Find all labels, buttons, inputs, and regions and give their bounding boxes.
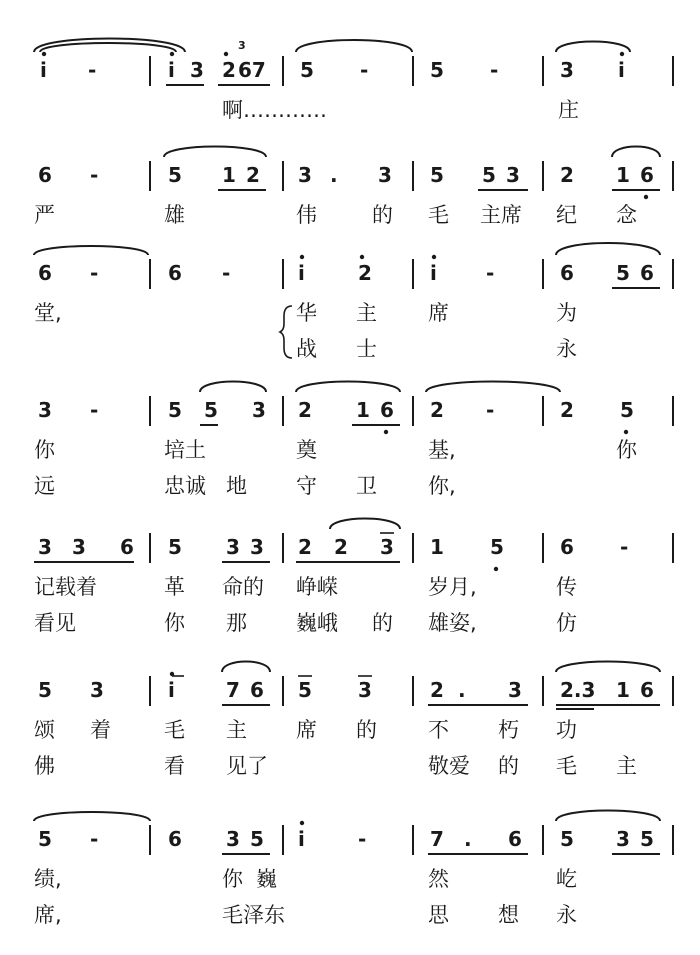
note-digit: 5	[38, 827, 52, 851]
note-digit: 3	[378, 163, 392, 187]
note-digit: 6	[168, 827, 182, 851]
note-digit: 5	[620, 398, 634, 422]
lyric-verse-1: 颂	[34, 718, 55, 742]
lyric-verse-1: 屹	[556, 867, 577, 891]
lyric-verse-1: 你	[34, 438, 55, 462]
note-digit: i	[298, 827, 305, 851]
lyric-verse-1: 啊…………	[222, 98, 327, 122]
lyric-verse-2: 仿	[556, 611, 577, 635]
note-digit: 2	[298, 535, 312, 559]
lyric-verse-1: 雄	[164, 203, 185, 227]
octave-dot	[620, 52, 624, 56]
lyric-verse-1: 华	[296, 301, 317, 325]
lyric-verse-2: 的	[498, 754, 519, 778]
lyric-verse-2: 毛泽东	[222, 903, 285, 927]
lyric-verse-1: 毛	[164, 718, 185, 742]
note-digit: 5	[430, 163, 444, 187]
note-digit: 5	[168, 163, 182, 187]
slur-arc	[200, 382, 266, 393]
note-digit: 6	[168, 261, 182, 285]
octave-dot	[494, 567, 498, 571]
note-digit: 3	[190, 58, 204, 82]
note-digit: 7	[226, 678, 240, 702]
lyric-verse-2: 你	[164, 611, 185, 635]
note-digit: 6	[508, 827, 522, 851]
lyric-verse-2: 看见	[34, 611, 76, 635]
lyric-verse-1: 功	[556, 718, 577, 742]
slur-arc	[34, 246, 148, 255]
note-digit: -	[90, 827, 99, 851]
note-digit: 5	[430, 58, 444, 82]
lyric-verse-1: 主席	[480, 203, 522, 227]
lyric-verse-1: 朽	[498, 718, 519, 742]
note-digit: 6	[640, 163, 654, 187]
lyric-verse-1: 基,	[428, 438, 456, 462]
note-digit: 3	[250, 535, 264, 559]
note-digit: -	[222, 261, 231, 285]
lyric-verse-1: 奠	[296, 438, 317, 462]
note-digit: 2	[560, 398, 574, 422]
note-digit: -	[358, 827, 367, 851]
note-digit: 6	[640, 678, 654, 702]
note-digit: 3	[506, 163, 520, 187]
octave-dot	[384, 430, 388, 434]
lyric-verse-1: 庄	[558, 98, 579, 122]
note-digit: 3	[380, 535, 394, 559]
lyric-verse-1: 巍	[256, 867, 277, 891]
lyric-verse-2: 巍峨	[296, 611, 338, 635]
lyric-verse-2: 永	[556, 337, 577, 361]
note-digit: 5	[204, 398, 218, 422]
note-digit: 2	[246, 163, 260, 187]
lyric-verse-2: 卫	[356, 474, 377, 498]
lyric-verse-2: 雄姿,	[428, 611, 477, 635]
note-digit: 1	[430, 535, 444, 559]
lyric-verse-1: 你	[222, 867, 243, 891]
note-digit: i	[430, 261, 437, 285]
note-digit: -	[486, 261, 495, 285]
note-digit: 6	[560, 261, 574, 285]
note-digit: 3	[38, 398, 52, 422]
octave-dot	[300, 255, 304, 259]
slur-arc	[556, 42, 630, 53]
note-digit: 2	[334, 535, 348, 559]
note-digit: -	[360, 58, 369, 82]
lyric-verse-1: 为	[556, 301, 577, 325]
note-digit: 2	[358, 261, 372, 285]
slur-arc	[296, 40, 412, 52]
note-digit: .	[458, 678, 466, 702]
note-digit: 3	[508, 678, 522, 702]
note-digit: i	[168, 678, 175, 702]
slur-arc	[40, 43, 176, 52]
note-digit: 2	[222, 58, 236, 82]
note-digit: 5	[300, 58, 314, 82]
lyric-verse-2: 毛	[556, 754, 577, 778]
note-digit: -	[88, 58, 97, 82]
note-digit: 2	[430, 398, 444, 422]
note-digit: 6	[250, 678, 264, 702]
lyric-verse-2: 佛	[34, 754, 55, 778]
note-digit: 1	[616, 678, 630, 702]
note-digit: 3	[358, 678, 372, 702]
slur-arc	[296, 382, 400, 393]
lyric-verse-1: 主	[356, 301, 377, 325]
lyric-verse-2: 主	[616, 754, 637, 778]
note-digit: 6	[38, 261, 52, 285]
lyric-verse-2: 敬爱	[428, 754, 470, 778]
lyric-verse-1: 伟	[296, 203, 317, 227]
note-digit: 5	[168, 535, 182, 559]
note-digit: 6	[640, 261, 654, 285]
note-digit: 3	[38, 535, 52, 559]
lyric-verse-1: 你	[616, 438, 637, 462]
octave-dot	[624, 430, 628, 434]
slur-arc	[222, 662, 270, 673]
lyric-verse-1: 席	[296, 718, 317, 742]
triplet-number: 3	[238, 39, 246, 52]
note-digit: 6	[38, 163, 52, 187]
lyric-verse-1: 的	[356, 718, 377, 742]
note-digit: 1	[616, 163, 630, 187]
lyric-verse-1: 命的	[222, 575, 264, 599]
lyric-verse-2: 守	[296, 474, 317, 498]
lyric-verse-2: 战	[296, 337, 317, 361]
slur-arc	[612, 147, 660, 158]
slur-arc	[330, 519, 400, 530]
lyric-verse-2: 思	[428, 903, 449, 927]
lyric-verse-1: 念	[616, 203, 637, 227]
slur-arc	[164, 147, 266, 158]
note-digit: 2	[298, 398, 312, 422]
note-digit: 5	[490, 535, 504, 559]
lyric-verse-1: 不	[428, 718, 449, 742]
lyric-verse-2: 见了	[226, 754, 268, 778]
note-digit: -	[620, 535, 629, 559]
lyric-verse-1: 纪	[556, 203, 577, 227]
lyric-verse-1: 严	[34, 203, 55, 227]
lyric-verse-1: 岁月,	[428, 575, 477, 599]
lyric-verse-1: 毛	[428, 203, 449, 227]
note-digit: 5	[250, 827, 264, 851]
slur-arc	[556, 243, 660, 255]
note-digit: 7	[430, 827, 444, 851]
note-digit: 6	[120, 535, 134, 559]
verse-brace	[280, 306, 292, 358]
lyric-verse-1: 主	[226, 718, 247, 742]
note-digit: -	[90, 163, 99, 187]
note-digit: 2	[560, 163, 574, 187]
octave-dot	[360, 255, 364, 259]
note-digit: 5	[482, 163, 496, 187]
lyric-verse-2: 地	[226, 474, 247, 498]
note-digit: 2	[430, 678, 444, 702]
note-digit: 5	[616, 261, 630, 285]
note-digit: i	[618, 58, 625, 82]
lyric-verse-1: 峥嵘	[296, 575, 338, 599]
note-digit: i	[298, 261, 305, 285]
lyric-verse-2: 你,	[428, 474, 456, 498]
lyric-verse-2: 永	[556, 903, 577, 927]
octave-dot	[224, 52, 228, 56]
lyric-verse-2: 的	[372, 611, 393, 635]
note-digit: 5	[38, 678, 52, 702]
note-digit: 5	[168, 398, 182, 422]
note-digit: 1	[222, 163, 236, 187]
note-digit: 3	[560, 58, 574, 82]
lyric-verse-1: 培土	[164, 438, 206, 462]
slur-arc	[34, 812, 150, 821]
note-digit: -	[490, 58, 499, 82]
octave-dot	[300, 821, 304, 825]
lyric-verse-2: 那	[226, 611, 247, 635]
lyric-verse-2: 席,	[34, 903, 62, 927]
lyric-verse-1: 的	[372, 203, 393, 227]
octave-dot	[170, 52, 174, 56]
octave-dot	[432, 255, 436, 259]
note-digit: 5	[560, 827, 574, 851]
note-digit: i	[40, 58, 47, 82]
lyric-verse-2: 看	[164, 754, 185, 778]
lyric-verse-1: 绩,	[34, 867, 62, 891]
note-digit: .	[464, 827, 472, 851]
octave-dot	[644, 195, 648, 199]
note-digit: 3	[226, 827, 240, 851]
slur-arc	[556, 811, 660, 822]
note-digit: 5	[640, 827, 654, 851]
note-digit: -	[90, 398, 99, 422]
note-digit: 6	[380, 398, 394, 422]
slur-arc	[556, 662, 660, 673]
note-digit: 67	[238, 58, 266, 82]
note-digit: i	[168, 58, 175, 82]
octave-dot	[42, 52, 46, 56]
lyric-verse-1: 堂,	[34, 301, 62, 325]
lyric-verse-2: 想	[498, 903, 519, 927]
lyric-verse-1: 记载着	[34, 575, 97, 599]
note-digit: 3	[298, 163, 312, 187]
note-digit: 3	[252, 398, 266, 422]
note-digit: -	[90, 261, 99, 285]
note-digit: 3	[616, 827, 630, 851]
lyric-verse-1: 传	[556, 575, 577, 599]
note-digit: 3	[226, 535, 240, 559]
note-digit: -	[486, 398, 495, 422]
slur-arc	[426, 382, 560, 393]
note-digit: 5	[298, 678, 312, 702]
note-digit: 1	[356, 398, 370, 422]
lyric-verse-2: 忠诚	[164, 474, 206, 498]
note-digit: 2.3	[560, 678, 596, 702]
note-digit: .	[330, 163, 338, 187]
lyric-verse-2: 远	[34, 474, 55, 498]
note-digit: 6	[560, 535, 574, 559]
lyric-verse-1: 然	[428, 867, 449, 891]
lyric-verse-1: 着	[90, 718, 111, 742]
lyric-verse-1: 革	[164, 575, 185, 599]
lyric-verse-1: 席	[428, 301, 449, 325]
note-digit: 3	[90, 678, 104, 702]
lyric-verse-2: 士	[356, 337, 377, 361]
note-digit: 3	[72, 535, 86, 559]
